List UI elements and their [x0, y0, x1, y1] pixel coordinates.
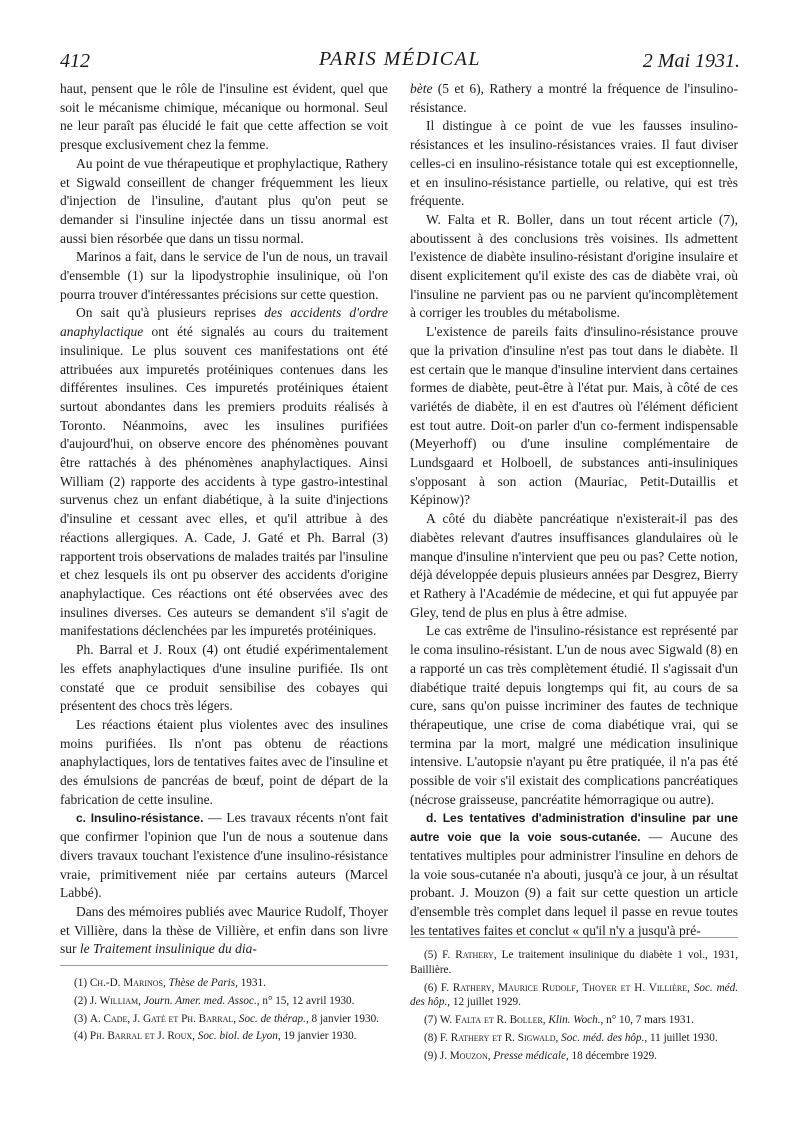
- text-run: On sait qu'à plusieurs reprises: [76, 305, 265, 321]
- page-header: [60, 46, 740, 76]
- paragraph: Il distingue à ce point de vue les fausses insulino-résistances et les insulino-résistances vraies. Il faut diviser celles-ci en insulino-résistance totale qui est exceptionnelle, et en insulino-résistance partielle, ou relative, qui est très fréquente.: [410, 118, 738, 209]
- paragraph: W. Falta et R. Boller, dans un tout récent article (7), aboutissent à des conclusions très voisines. Ils admettent l'existence de diabète insulino-résistant d'origine insulaire et disent explicitement qu'il existe des cas de diabète vrai, où l'insuline ne parvient pas ou ne parvient qu'incomplètement à corriger les troubles du métabolisme.: [410, 211, 738, 321]
- page-number: 412: [60, 50, 90, 72]
- paragraph: L'existence de pareils faits d'insulino-résistance prouve que la privation d'insuline n'est pas tout dans le diabète. Il est certain que le manque d'insuline intervient dans certaines formes de diabète, peut-être à l'état pur. Mais, à côté de ces variétés de diabète, il en est d'autres où l'élément déficient est tout autre. Doit-on parler d'un co-ferment indispensable (Meyerhoff) ou d'une insuline complémentaire de Lundsgaard et Holboell, de substances anti-insuliniques s'opposant à son action (Mauriac, Petit-Dutaillis et Képinow)?: [410, 324, 738, 508]
- footnote: [410, 1049, 738, 1064]
- text-run: — Aucune des tentatives multiples pour administrer l'insuline en dehors de la voie sous-cutanée n'a abouti, jusqu'à ce jour, à un résultat probant. J. Mouzon (9) a fait sur cette question un article d'ensemble très complet dans lequel il passe en revue toutes les tentatives faites et conclut « qu'il n'y a jusqu'à pré-: [410, 829, 738, 938]
- footnotes-left: [60, 965, 388, 1047]
- footnote-source: Thèse de Paris,: [168, 977, 238, 989]
- text-run: — Les travaux récents n'ont fait que confirmer l'opinion que l'un de nous a soutenue dans divers travaux touchant l'existence d'une insulino-résistance vraie, primitivement niée par certains auteurs (Marcel Labbé).: [60, 810, 389, 901]
- right-column: [410, 80, 738, 940]
- footnote: [60, 1012, 388, 1027]
- footnote-author: W. Falta et R. Boller,: [439, 1014, 546, 1027]
- footnote-author: J. William,: [89, 994, 141, 1007]
- footnote: [410, 981, 738, 1011]
- footnote-author: J. Mouzon,: [439, 1049, 491, 1062]
- footnote-source: Soc. biol. de Lyon,: [197, 1030, 281, 1043]
- footnote-number: (1): [74, 977, 88, 989]
- footnotes-right: [410, 937, 738, 1067]
- footnote: [60, 1029, 388, 1044]
- paragraph: Au point de vue thérapeutique et prophylactique, Rathery et Sigwald conseillent de changer fréquemment les lieux d'injection de l'insuline, d'autant plus qu'on peut se demander si l'insuline injectée dans un tissu anormal est aussi bien résorbée que dans un tissu normal.: [60, 155, 388, 246]
- emphasis: des accidents d'ordre anaphylactique: [60, 305, 388, 340]
- emphasis: bète: [410, 81, 433, 96]
- footnote-details: 8 janvier 1930.: [308, 1012, 379, 1025]
- text-run: (5 et 6), Rathery a montré la fréquence de l'insulino-résistance.: [410, 81, 738, 115]
- footnote-details: n° 15, 12 avril 1930.: [259, 994, 355, 1007]
- footnote-number: (6): [424, 981, 438, 994]
- footnote-number: (5): [424, 949, 438, 961]
- footnote-source: Soc. de thérap.,: [238, 1012, 309, 1025]
- footnote-number: (4): [74, 1030, 88, 1043]
- footnote-details: n° 10, 7 mars 1931.: [603, 1014, 694, 1027]
- footnote-details: 19 janvier 1930.: [280, 1030, 357, 1043]
- paragraph: [60, 903, 388, 959]
- footnote: [410, 1031, 738, 1046]
- paragraph: A côté du diabète pancréatique n'existerait-il pas des diabètes relevant d'autres insuffisances glandulaires où le manque d'insuline n'intervient que peu ou pas? Cette notion, déjà développée depuis plusieurs années par Desgrez, Bierry et Rathery à l'Académie de médecine, et qui fut appuyée par Gley, tend de plus en plus à être admise.: [410, 511, 738, 620]
- text-run: Dans des mémoires publiés avec Maurice Rudolf, Thoyer et Villière, dans la thèse de Villière, et enfin dans son livre sur: [60, 903, 388, 957]
- paragraph: [60, 304, 388, 641]
- footnote-number: (8): [424, 1031, 438, 1044]
- footnote-details: 18 décembre 1929.: [568, 1049, 657, 1062]
- footnote-number: (2): [74, 994, 88, 1007]
- section-title: c. Insulino-résistance.: [76, 811, 204, 826]
- footnote: [60, 994, 388, 1009]
- footnote: [60, 976, 388, 991]
- footnote-author: F. Rathery,: [442, 949, 497, 961]
- footnote-author: F. Rathery, Maurice Rudolf, Thoyer et H. Villière,: [440, 981, 690, 994]
- text-run: ont été signalés au cours du traitement insulinique. Le plus souvent ces manifestations ont été attribuées aux impuretés protéiniques contenues dans les différentes insulines. Ces impuretés protéiniques étaient surtout abondantes dans les premiers produits réalisés à Toronto. Néanmoins, avec les insulines purifiées d'aujourd'hui, on observe encore des phénomènes pouvant être rattachés à des phénomènes anaphylactiques. Ainsi William (2) rapporte des accidents à type gastro-intestinal survenus chez un enfant diabétique, à la suite d'injections d'insuline et cessant avec elles, et qu'il attribue à des réactions allergiques. A. Cade, J. Gaté et Ph. Barral (3) rapportent trois observations de malades traités par l'insuline et chez lesquels ils ont pu observer des accidents d'origine anaphylactique. Ces réactions ont été observées avec des insulines diverses. Ces auteurs se demandent s'il s'agit de manifestations déclenchées par les impuretés protéiniques.: [60, 324, 388, 639]
- footnote-number: (7): [424, 1014, 438, 1027]
- footnote-details: 1931.: [237, 977, 266, 989]
- footnote-rule: [410, 937, 738, 938]
- footnote: [410, 948, 738, 978]
- paragraph: Ph. Barral et J. Roux (4) ont étudié expérimentalement les effets anaphylactiques d'une insuline purifiée. Ils ont constaté que ce produit sensibilise des cobayes qui présentent des chocs très légers.: [60, 642, 388, 714]
- footnote-details: 11 juillet 1930.: [647, 1031, 718, 1044]
- footnote-number: (9): [424, 1049, 438, 1062]
- paragraph: haut, pensent que le rôle de l'insuline est évident, quel que soit le mécanisme chimique, mécanique ou hormonal. Seul ne leur paraît pas élucidé le fait que cette affection se voit presque exclusivement chez la femme.: [60, 81, 388, 153]
- paragraph: Les réactions étaient plus violentes avec des insulines moins purifiées. Ils n'ont pas obtenu de réactions anaphylactiques, lors de tentatives faites avec de l'insuline et des émulsions de pancréas de bœuf, point de départ de la fabrication de cette insuline.: [60, 716, 388, 807]
- emphasis: le Traitement insulinique du dia-: [79, 941, 257, 957]
- paragraph: [410, 80, 738, 117]
- paragraph: [410, 809, 738, 940]
- footnote-author: F. Rathery et R. Sigwald,: [439, 1031, 559, 1044]
- footnote-details: Le traitement insulinique du diabète 1 vol., 1931, Baillière.: [410, 949, 739, 976]
- paragraph: [60, 809, 388, 903]
- issue-date: 2 Mai 1931.: [642, 50, 740, 72]
- journal-title: PARIS MÉDICAL: [319, 48, 481, 70]
- footnote-source: Journ. Amer. med. Assoc.,: [143, 994, 260, 1007]
- footnote-source: Klin. Woch.,: [548, 1014, 604, 1027]
- footnote-author: Ph. Barral et J. Roux,: [89, 1030, 195, 1043]
- footnote-source: Presse médicale,: [493, 1049, 569, 1062]
- footnote: [410, 1013, 738, 1028]
- footnote-number: (3): [74, 1012, 88, 1025]
- left-column: [60, 80, 388, 959]
- footnote-source: Soc. méd. des hôp.,: [561, 1031, 648, 1044]
- footnote-author: Ch.-D. Marinos,: [89, 977, 166, 989]
- paragraph: Le cas extrême de l'insulino-résistance est représenté par le coma insulino-résistant. L'un de nous avec Sigwald (8) en a rapporté un cas très complètement étudié. Il s'agissait d'un diabétique traité depuis longtemps qui fit, au cours de sa cure, sans qu'on puisse incriminer des fautes de technique thérapeutique, une crise de coma diabétique vrai, qui se termina par la mort, malgré une médication insulinique intensive. L'autopsie n'ayant pu être pratiquée, il n'a pas été possible de voir s'il existait des complications pancréatiques (nécrose graisseuse, pancréatite hémorragique ou autre).: [410, 623, 738, 807]
- footnote-author: A. Cade, J. Gaté et Ph. Barral,: [89, 1012, 237, 1025]
- paragraph: Marinos a fait, dans le service de l'un de nous, un travail d'ensemble (1) sur la lipodystrophie insulinique, où l'on pourra trouver d'intéressantes précisions sur cette question.: [60, 249, 388, 302]
- footnote-rule: [60, 965, 388, 966]
- section-title: d. Les tentatives d'administration d'insuline par une autre voie que la voie sous-cutanée.: [410, 811, 738, 845]
- footnote-details: 12 juillet 1929.: [450, 996, 521, 1009]
- footnote-source: Soc. méd. des hôp.,: [410, 981, 739, 1009]
